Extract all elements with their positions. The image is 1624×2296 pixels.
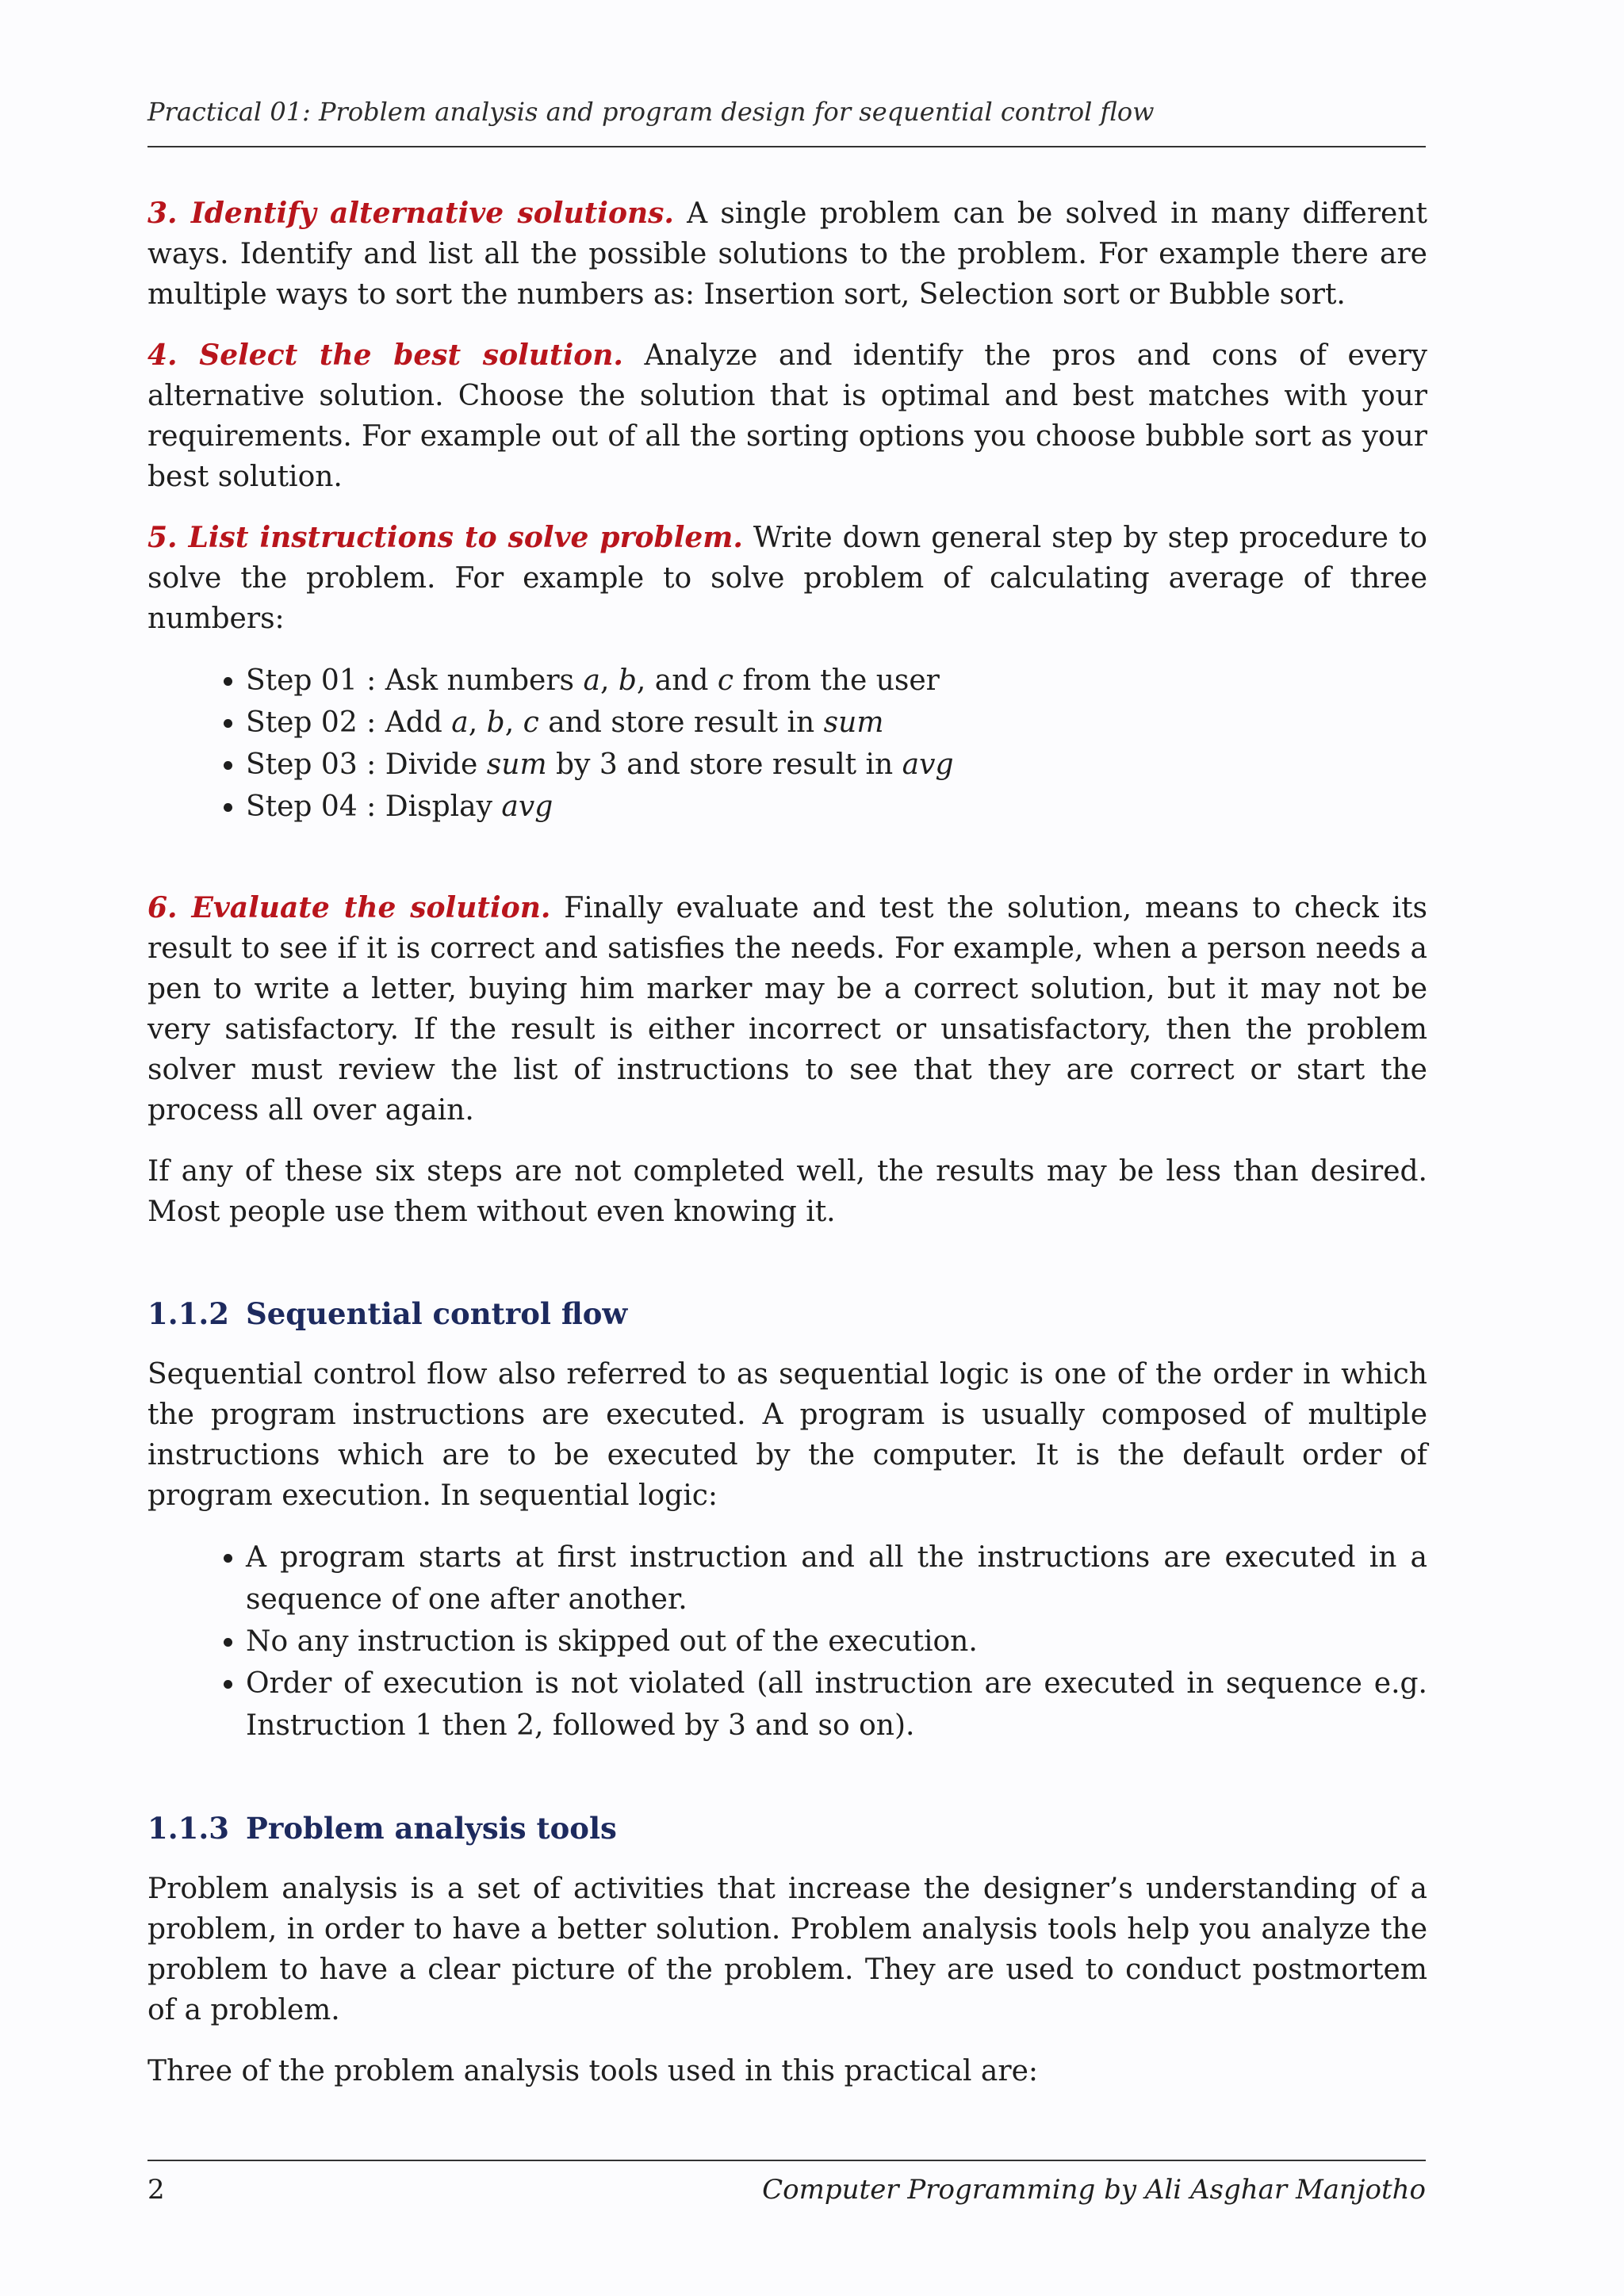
procedure-step-2: • Step 02 : Add a, b, c and store result in sum xyxy=(246,702,1427,744)
analysis-tools-intro: Three of the problem analysis tools used in this practical are: xyxy=(147,2055,1039,2087)
step-3-text: A single problem can be solved in many different ways. Identify and list all the possible solutions to the problem. For example there are multiple ways to sort the numbers as: Insertion sort, Selection sort or Bubble sort. xyxy=(147,197,1428,311)
step-3-lead: 3. Identify alternative solutions. xyxy=(147,197,674,230)
section-heading-1-1-3 xyxy=(147,1808,1427,1848)
step-6-paragraph xyxy=(147,888,1427,1131)
procedure-list xyxy=(147,660,1427,828)
step-4-text: Analyze and identify the pros and cons of every alternative solution. Choose the solution that is optimal and best matches with your requirements. For example out of all the sorting options you choose bubble sort as your best solution. xyxy=(147,339,1428,493)
section-number: 1.1.2 xyxy=(147,1296,229,1331)
section-number: 1.1.3 xyxy=(147,1811,229,1846)
step-5-text: Write down general step by step procedure to solve the problem. For example to solve problem of calculating average of three numbers: xyxy=(147,522,1427,635)
running-header: Practical 01: Problem analysis and program design for sequential control flow xyxy=(147,97,1155,127)
procedure-step-1: • Step 01 : Ask numbers a, b, and c from the user xyxy=(246,660,1427,702)
step-3-paragraph xyxy=(147,193,1427,315)
sequential-intro: Sequential control flow also referred to as sequential logic is one of the order in which the program instructions are executed. A program is usually composed of multiple instructions which are to be executed by the computer. It is the default order of program execution. In sequential logic: xyxy=(147,1358,1427,1512)
step-4-paragraph xyxy=(147,335,1427,497)
page-number: 2 xyxy=(147,2174,165,2206)
footer-credit: Computer Programming by Ali Asghar Manjotho xyxy=(762,2174,1426,2206)
footer-rule xyxy=(147,2160,1426,2161)
sequential-list xyxy=(147,1536,1427,1747)
page-content xyxy=(147,193,1427,2112)
step-5-lead: 5. List instructions to solve problem. xyxy=(147,521,743,554)
sequential-bullet-3: • Order of execution is not violated (all instruction are executed in sequence e.g. Instruction 1 then 2, followed by 3 and so on). xyxy=(246,1663,1427,1747)
step-5-paragraph xyxy=(147,518,1427,639)
section-heading-1-1-2 xyxy=(147,1294,1427,1334)
section-title: Problem analysis tools xyxy=(246,1811,617,1846)
step-4-lead: 4. Select the best solution. xyxy=(147,339,623,372)
procedure-step-4: • Step 04 : Display avg xyxy=(246,786,1427,828)
procedure-step-3: • Step 03 : Divide sum by 3 and store result in avg xyxy=(246,744,1427,786)
step-6-lead: 6. Evaluate the solution. xyxy=(147,891,551,924)
analysis-paragraph: Problem analysis is a set of activities that increase the designer’s understanding of a problem, in order to have a better solution. Problem analysis tools help you analyze the problem to have a clear picture of the problem. They are used to conduct postmortem of a problem. xyxy=(147,1873,1427,2026)
section-title: Sequential control flow xyxy=(246,1296,628,1331)
step-6-text: Finally evaluate and test the solution, means to check its result to see if it is correct and satisfies the needs. For example, when a person needs a pen to write a letter, buying him marker may be a correct solution, but it may not be very satisfactory. If the result is either incorrect or unsatisfactory, then the problem solver must review the list of instructions to see that they are correct or start the process all over again. xyxy=(147,892,1428,1127)
header-rule xyxy=(147,146,1426,147)
steps-summary: If any of these six steps are not completed well, the results may be less than desired. Most people use them without even knowing it. xyxy=(147,1155,1427,1228)
sequential-bullet-2: • No any instruction is skipped out of the execution. xyxy=(246,1621,1427,1663)
sequential-bullet-1: • A program starts at first instruction and all the instructions are executed in a sequence of one after another. xyxy=(246,1536,1427,1621)
